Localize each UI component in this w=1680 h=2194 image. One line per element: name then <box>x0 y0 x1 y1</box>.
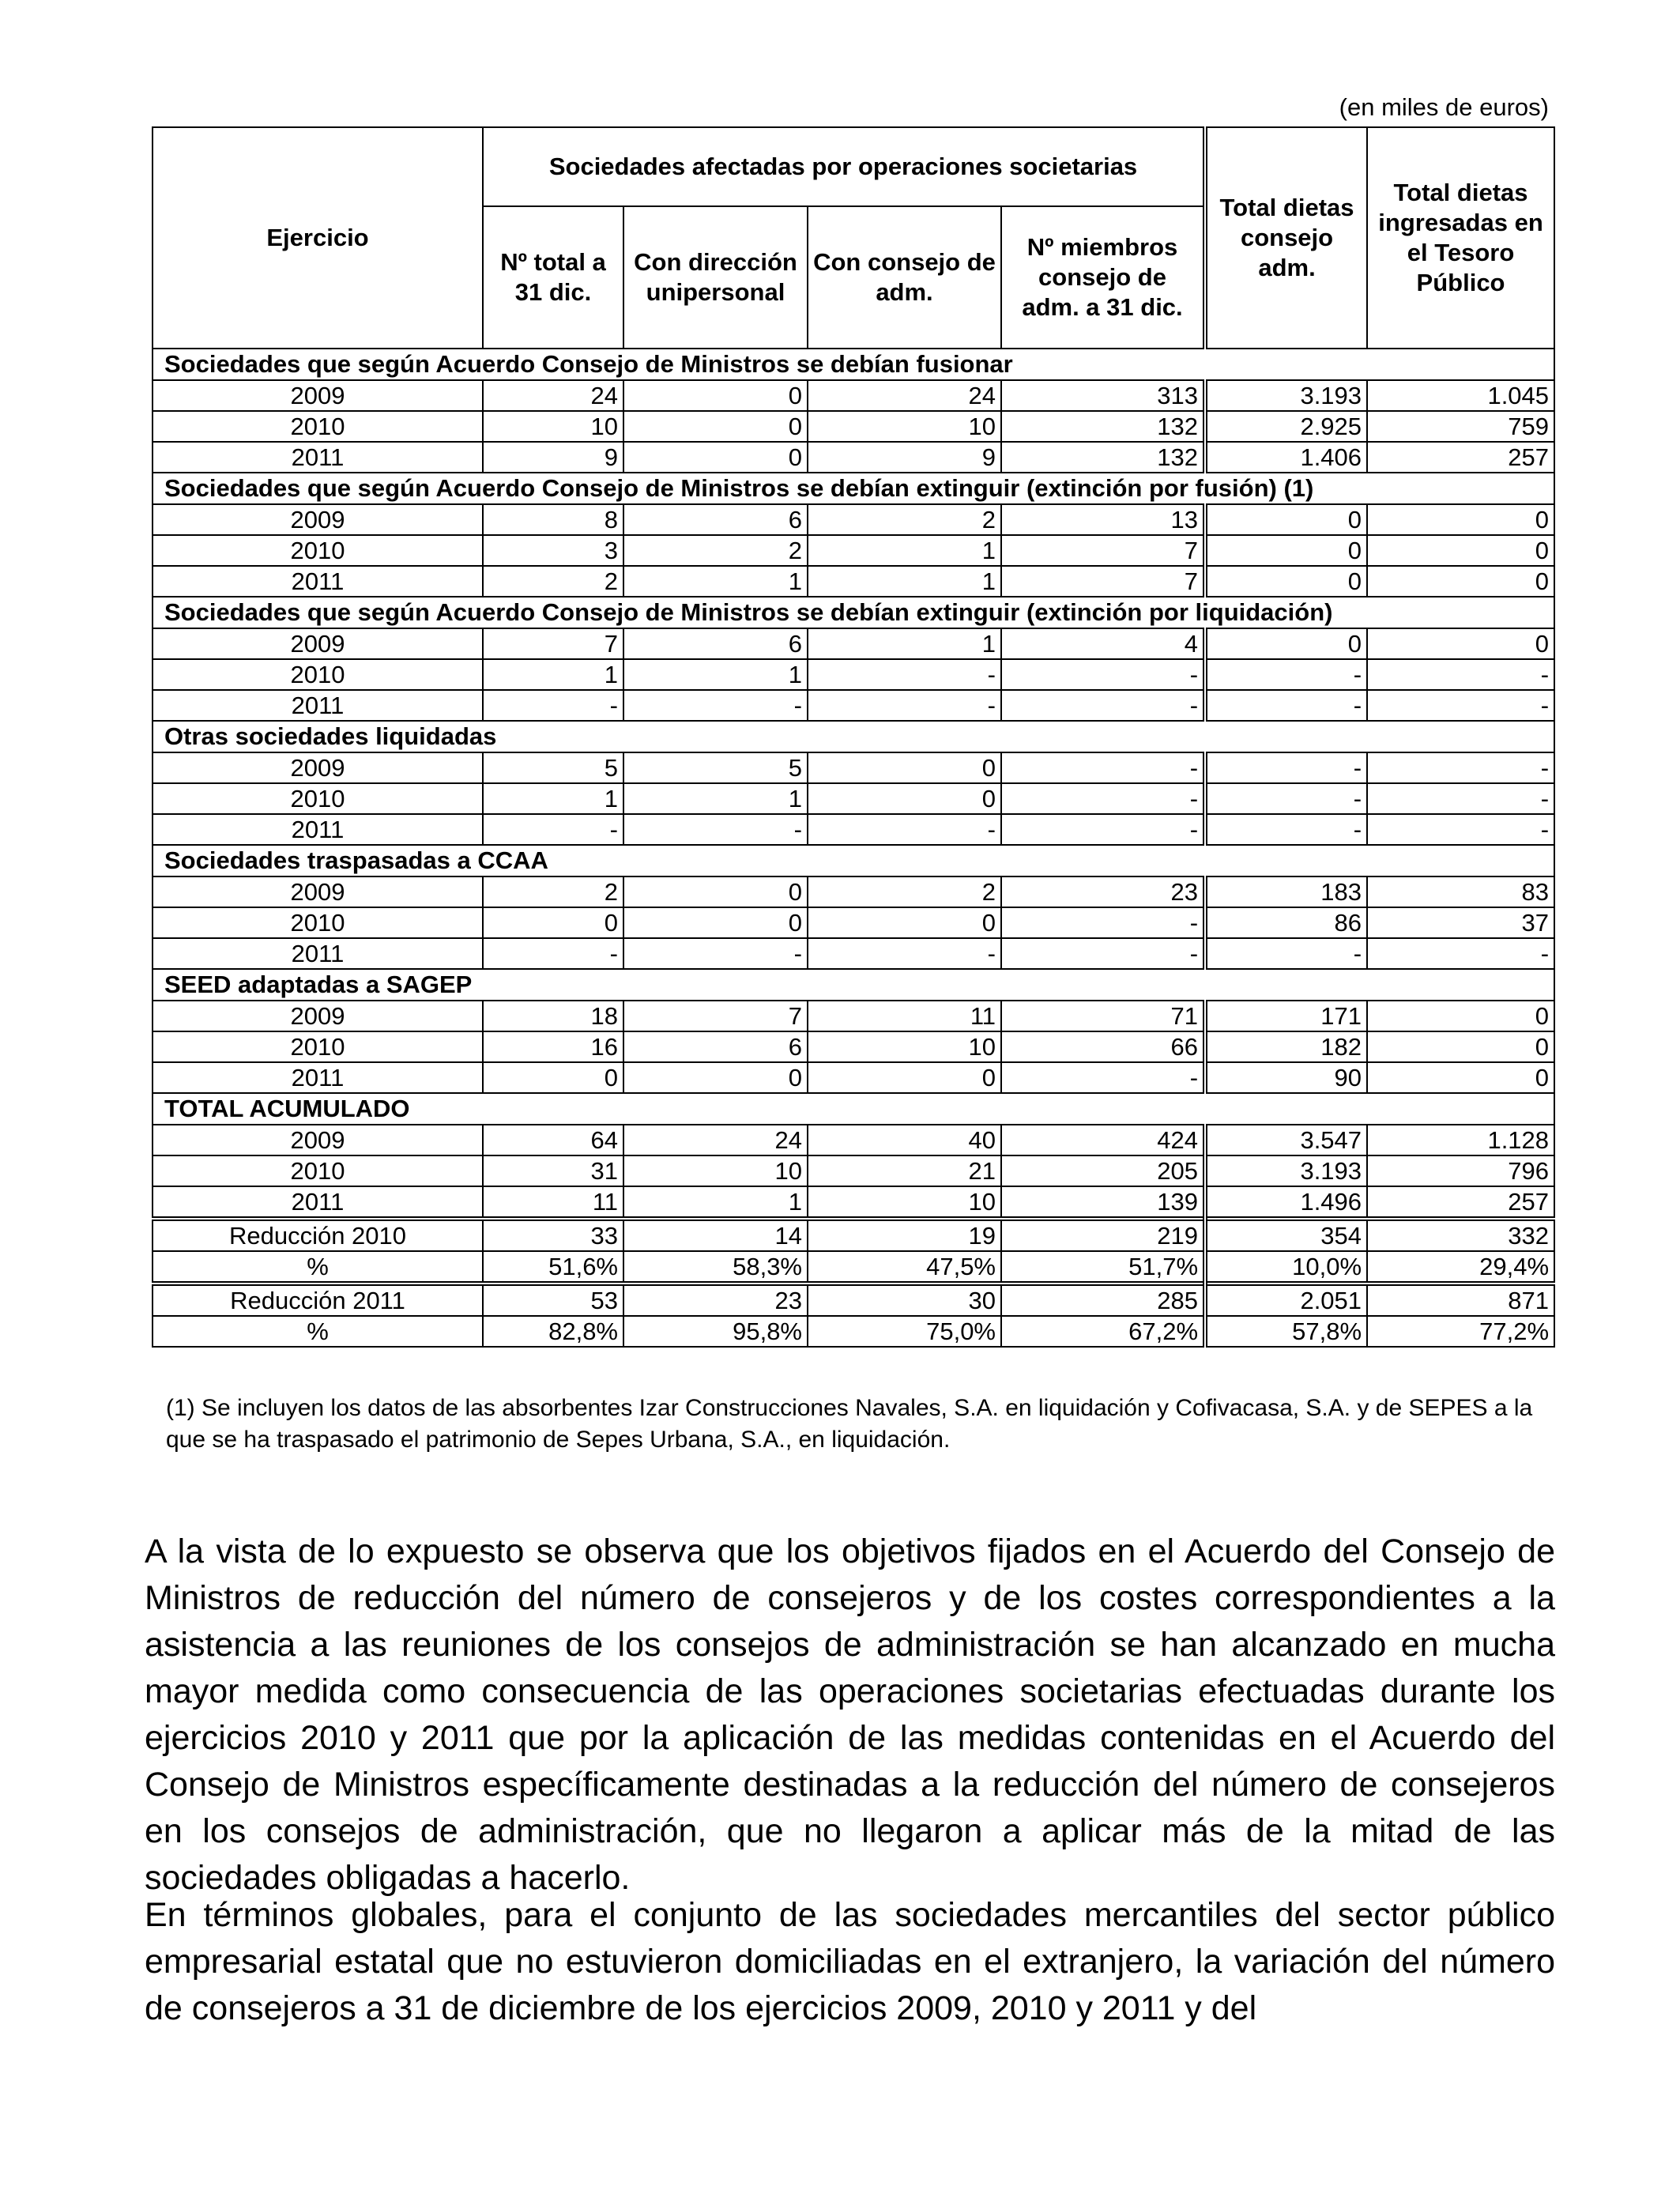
value-cell: - <box>1367 814 1554 845</box>
value-cell: - <box>1001 783 1205 814</box>
value-cell: 132 <box>1001 442 1205 473</box>
value-cell: 285 <box>1001 1284 1205 1316</box>
section-row <box>153 1093 1554 1125</box>
value-cell: 0 <box>1205 628 1367 659</box>
value-cell: 219 <box>1001 1219 1205 1251</box>
value-cell: 18 <box>483 1001 623 1031</box>
units-note: (en miles de euros) <box>1339 93 1549 121</box>
header-consejo: Con consejo de adm. <box>808 206 1001 349</box>
percentage-label: % <box>153 1251 483 1284</box>
value-cell: 0 <box>1367 1031 1554 1062</box>
value-cell: 10 <box>808 1031 1001 1062</box>
value-cell: - <box>1001 1062 1205 1093</box>
value-cell: - <box>1001 690 1205 721</box>
value-cell: 10 <box>808 1186 1001 1219</box>
reduction-label: Reducción 2010 <box>153 1219 483 1251</box>
table-row <box>153 752 1554 783</box>
value-cell: 3.193 <box>1205 380 1367 411</box>
value-cell: 5 <box>483 752 623 783</box>
value-cell: 0 <box>1367 535 1554 566</box>
value-cell: 1 <box>623 783 808 814</box>
value-cell: 7 <box>1001 535 1205 566</box>
section-title: SEED adaptadas a SAGEP <box>153 969 1554 1001</box>
value-cell: 83 <box>1367 876 1554 907</box>
value-cell: 257 <box>1367 1186 1554 1219</box>
value-cell: 6 <box>623 504 808 535</box>
reduction-row <box>153 1219 1554 1251</box>
value-cell: 10,0% <box>1205 1251 1367 1284</box>
value-cell: - <box>1367 659 1554 690</box>
value-cell: 40 <box>808 1125 1001 1155</box>
year-cell: 2010 <box>153 1155 483 1186</box>
value-cell: 6 <box>623 628 808 659</box>
value-cell: 759 <box>1367 411 1554 442</box>
value-cell: - <box>1205 783 1367 814</box>
value-cell: 171 <box>1205 1001 1367 1031</box>
value-cell: 0 <box>1367 504 1554 535</box>
section-title: Sociedades traspasadas a CCAA <box>153 845 1554 876</box>
section-title: Sociedades que según Acuerdo Consejo de Ministros se debían fusionar <box>153 349 1554 380</box>
header-unipersonal: Con dirección unipersonal <box>623 206 808 349</box>
value-cell: 3.547 <box>1205 1125 1367 1155</box>
value-cell: - <box>1367 690 1554 721</box>
value-cell: 51,7% <box>1001 1251 1205 1284</box>
header-group: Sociedades afectadas por operaciones societarias <box>483 127 1205 206</box>
year-cell: 2011 <box>153 566 483 597</box>
value-cell: 77,2% <box>1367 1316 1554 1347</box>
value-cell: 2 <box>483 566 623 597</box>
table-row <box>153 814 1554 845</box>
value-cell: - <box>1367 783 1554 814</box>
value-cell: 0 <box>623 442 808 473</box>
value-cell: 183 <box>1205 876 1367 907</box>
value-cell: 1 <box>808 535 1001 566</box>
value-cell: - <box>1205 659 1367 690</box>
table-row <box>153 938 1554 969</box>
year-cell: 2011 <box>153 442 483 473</box>
value-cell: 19 <box>808 1219 1001 1251</box>
value-cell: 1 <box>623 566 808 597</box>
header-total-dietas: Total dietas consejo adm. <box>1205 127 1367 349</box>
value-cell: 8 <box>483 504 623 535</box>
year-cell: 2009 <box>153 1001 483 1031</box>
value-cell: - <box>1205 938 1367 969</box>
value-cell: 2.051 <box>1205 1284 1367 1316</box>
value-cell: 0 <box>623 876 808 907</box>
value-cell: 58,3% <box>623 1251 808 1284</box>
section-title: TOTAL ACUMULADO <box>153 1093 1554 1125</box>
value-cell: 3.193 <box>1205 1155 1367 1186</box>
value-cell: - <box>808 938 1001 969</box>
value-cell: 24 <box>623 1125 808 1155</box>
header-miembros: Nº miembros consejo de adm. a 31 dic. <box>1001 206 1205 349</box>
value-cell: 66 <box>1001 1031 1205 1062</box>
value-cell: - <box>623 938 808 969</box>
value-cell: 3 <box>483 535 623 566</box>
year-cell: 2009 <box>153 628 483 659</box>
value-cell: 1 <box>623 659 808 690</box>
year-cell: 2009 <box>153 752 483 783</box>
value-cell: 31 <box>483 1155 623 1186</box>
value-cell: 0 <box>1367 1062 1554 1093</box>
value-cell: 53 <box>483 1284 623 1316</box>
table-row <box>153 1001 1554 1031</box>
section-row <box>153 969 1554 1001</box>
table-row <box>153 1125 1554 1155</box>
value-cell: 0 <box>623 411 808 442</box>
value-cell: 33 <box>483 1219 623 1251</box>
table-row <box>153 1031 1554 1062</box>
value-cell: 1.406 <box>1205 442 1367 473</box>
value-cell: 23 <box>623 1284 808 1316</box>
value-cell: - <box>623 814 808 845</box>
reduction-row <box>153 1284 1554 1316</box>
value-cell: 2 <box>808 504 1001 535</box>
value-cell: - <box>1001 659 1205 690</box>
value-cell: 4 <box>1001 628 1205 659</box>
section-row <box>153 349 1554 380</box>
year-cell: 2010 <box>153 659 483 690</box>
percentage-row <box>153 1251 1554 1284</box>
value-cell: 2 <box>623 535 808 566</box>
table-row <box>153 1186 1554 1219</box>
table-row <box>153 566 1554 597</box>
value-cell: - <box>623 690 808 721</box>
value-cell: 257 <box>1367 442 1554 473</box>
table-row <box>153 504 1554 535</box>
value-cell: 10 <box>808 411 1001 442</box>
value-cell: 354 <box>1205 1219 1367 1251</box>
year-cell: 2009 <box>153 1125 483 1155</box>
value-cell: 90 <box>1205 1062 1367 1093</box>
section-title: Sociedades que según Acuerdo Consejo de Ministros se debían extinguir (extinción por liquidación) <box>153 597 1554 628</box>
value-cell: 10 <box>623 1155 808 1186</box>
value-cell: 0 <box>808 1062 1001 1093</box>
section-row <box>153 721 1554 752</box>
year-cell: 2011 <box>153 1186 483 1219</box>
value-cell: - <box>1205 752 1367 783</box>
value-cell: 7 <box>483 628 623 659</box>
table-body <box>153 349 1554 1347</box>
value-cell: 37 <box>1367 907 1554 938</box>
value-cell: 11 <box>483 1186 623 1219</box>
value-cell: 82,8% <box>483 1316 623 1347</box>
value-cell: 11 <box>808 1001 1001 1031</box>
table-row <box>153 628 1554 659</box>
value-cell: - <box>1205 814 1367 845</box>
value-cell: - <box>483 690 623 721</box>
value-cell: 13 <box>1001 504 1205 535</box>
value-cell: 64 <box>483 1125 623 1155</box>
value-cell: 7 <box>623 1001 808 1031</box>
value-cell: 1 <box>623 1186 808 1219</box>
year-cell: 2010 <box>153 535 483 566</box>
table-row <box>153 783 1554 814</box>
value-cell: 139 <box>1001 1186 1205 1219</box>
value-cell: 1.128 <box>1367 1125 1554 1155</box>
value-cell: - <box>1001 938 1205 969</box>
value-cell: 182 <box>1205 1031 1367 1062</box>
value-cell: - <box>483 938 623 969</box>
section-title: Otras sociedades liquidadas <box>153 721 1554 752</box>
value-cell: - <box>808 659 1001 690</box>
value-cell: 14 <box>623 1219 808 1251</box>
reduction-label: Reducción 2011 <box>153 1284 483 1316</box>
value-cell: 0 <box>1205 535 1367 566</box>
body-paragraph: A la vista de lo expuesto se observa que los objetivos fijados en el Acuerdo del Consejo de Ministros de reducción del número de consejeros y de los costes correspondientes a la asistencia a las reuniones de los consejos de administración se han alcanzado en mucha mayor medida como consecuencia de las operaciones societarias efectuadas durante los ejercicios 2010 y 2011 que por la aplicación de las medidas contenidas en el Acuerdo del Consejo de Ministros específicamente destinadas a la reducción del número de consejeros en los consejos de administración, que no llegaron a aplicar más de la mitad de las sociedades obligadas a hacerlo. <box>145 1532 1555 1897</box>
year-cell: 2010 <box>153 907 483 938</box>
year-cell: 2010 <box>153 783 483 814</box>
year-cell: 2009 <box>153 504 483 535</box>
year-cell: 2009 <box>153 876 483 907</box>
value-cell: 51,6% <box>483 1251 623 1284</box>
value-cell: 0 <box>623 907 808 938</box>
value-cell: - <box>1367 938 1554 969</box>
value-cell: 67,2% <box>1001 1316 1205 1347</box>
year-cell: 2010 <box>153 411 483 442</box>
value-cell: - <box>808 690 1001 721</box>
value-cell: - <box>808 814 1001 845</box>
section-row <box>153 473 1554 504</box>
value-cell: 0 <box>808 752 1001 783</box>
value-cell: 24 <box>808 380 1001 411</box>
year-cell: 2011 <box>153 814 483 845</box>
value-cell: 9 <box>808 442 1001 473</box>
value-cell: 0 <box>483 1062 623 1093</box>
table-row <box>153 535 1554 566</box>
table-row <box>153 442 1554 473</box>
value-cell: 1 <box>808 628 1001 659</box>
value-cell: 0 <box>1367 1001 1554 1031</box>
footnote: (1) Se incluyen los datos de las absorbentes Izar Construcciones Navales, S.A. en liquidación y Cofivacasa, S.A. y de SEPES a la que se ha traspasado el patrimonio de Sepes Urbana, S.A., en liquidación. <box>166 1395 1533 1453</box>
year-cell: 2011 <box>153 938 483 969</box>
value-cell: - <box>1001 907 1205 938</box>
value-cell: 5 <box>623 752 808 783</box>
value-cell: - <box>1367 752 1554 783</box>
table-row <box>153 1062 1554 1093</box>
value-cell: 71 <box>1001 1001 1205 1031</box>
value-cell: - <box>1001 752 1205 783</box>
year-cell: 2010 <box>153 1031 483 1062</box>
value-cell: 0 <box>808 783 1001 814</box>
value-cell: - <box>1205 690 1367 721</box>
value-cell: 57,8% <box>1205 1316 1367 1347</box>
value-cell: 0 <box>1367 628 1554 659</box>
value-cell: 1 <box>483 659 623 690</box>
body-paragraph: En términos globales, para el conjunto de las sociedades mercantiles del sector público empresarial estatal que no estuvieron domiciliadas en el extranjero, la variación del número de consejeros a 31 de diciembre de los ejercicios 2009, 2010 y 2011 y del <box>145 1896 1555 2027</box>
value-cell: 871 <box>1367 1284 1554 1316</box>
value-cell: 796 <box>1367 1155 1554 1186</box>
value-cell: 10 <box>483 411 623 442</box>
value-cell: 1.496 <box>1205 1186 1367 1219</box>
table-row <box>153 876 1554 907</box>
value-cell: 132 <box>1001 411 1205 442</box>
value-cell: 0 <box>808 907 1001 938</box>
value-cell: 24 <box>483 380 623 411</box>
table-row <box>153 1155 1554 1186</box>
data-table <box>152 126 1555 1348</box>
table-row <box>153 907 1554 938</box>
value-cell: 0 <box>623 380 808 411</box>
value-cell: 0 <box>1205 504 1367 535</box>
value-cell: 1 <box>808 566 1001 597</box>
header-total-31dic: Nº total a 31 dic. <box>483 206 623 349</box>
value-cell: 16 <box>483 1031 623 1062</box>
value-cell: 313 <box>1001 380 1205 411</box>
value-cell: 6 <box>623 1031 808 1062</box>
value-cell: 30 <box>808 1284 1001 1316</box>
value-cell: - <box>483 814 623 845</box>
value-cell: 2 <box>808 876 1001 907</box>
section-title: Sociedades que según Acuerdo Consejo de Ministros se debían extinguir (extinción por fusión) (1) <box>153 473 1554 504</box>
table-row <box>153 659 1554 690</box>
value-cell: 0 <box>623 1062 808 1093</box>
section-row <box>153 597 1554 628</box>
year-cell: 2009 <box>153 380 483 411</box>
value-cell: 86 <box>1205 907 1367 938</box>
percentage-row <box>153 1316 1554 1347</box>
value-cell: 9 <box>483 442 623 473</box>
value-cell: 424 <box>1001 1125 1205 1155</box>
value-cell: 2 <box>483 876 623 907</box>
year-cell: 2011 <box>153 690 483 721</box>
section-row <box>153 845 1554 876</box>
value-cell: 2.925 <box>1205 411 1367 442</box>
value-cell: 95,8% <box>623 1316 808 1347</box>
value-cell: 205 <box>1001 1155 1205 1186</box>
value-cell: 0 <box>483 907 623 938</box>
table-row <box>153 411 1554 442</box>
header-ejercicio: Ejercicio <box>153 127 483 349</box>
value-cell: 0 <box>1205 566 1367 597</box>
value-cell: 1.045 <box>1367 380 1554 411</box>
header-tesoro: Total dietas ingresadas en el Tesoro Público <box>1367 127 1554 349</box>
value-cell: 47,5% <box>808 1251 1001 1284</box>
value-cell: 7 <box>1001 566 1205 597</box>
table-row <box>153 380 1554 411</box>
value-cell: 332 <box>1367 1219 1554 1251</box>
year-cell: 2011 <box>153 1062 483 1093</box>
value-cell: 21 <box>808 1155 1001 1186</box>
value-cell: 75,0% <box>808 1316 1001 1347</box>
value-cell: - <box>1001 814 1205 845</box>
value-cell: 23 <box>1001 876 1205 907</box>
value-cell: 0 <box>1367 566 1554 597</box>
value-cell: 29,4% <box>1367 1251 1554 1284</box>
percentage-label: % <box>153 1316 483 1347</box>
value-cell: 1 <box>483 783 623 814</box>
table-row <box>153 690 1554 721</box>
